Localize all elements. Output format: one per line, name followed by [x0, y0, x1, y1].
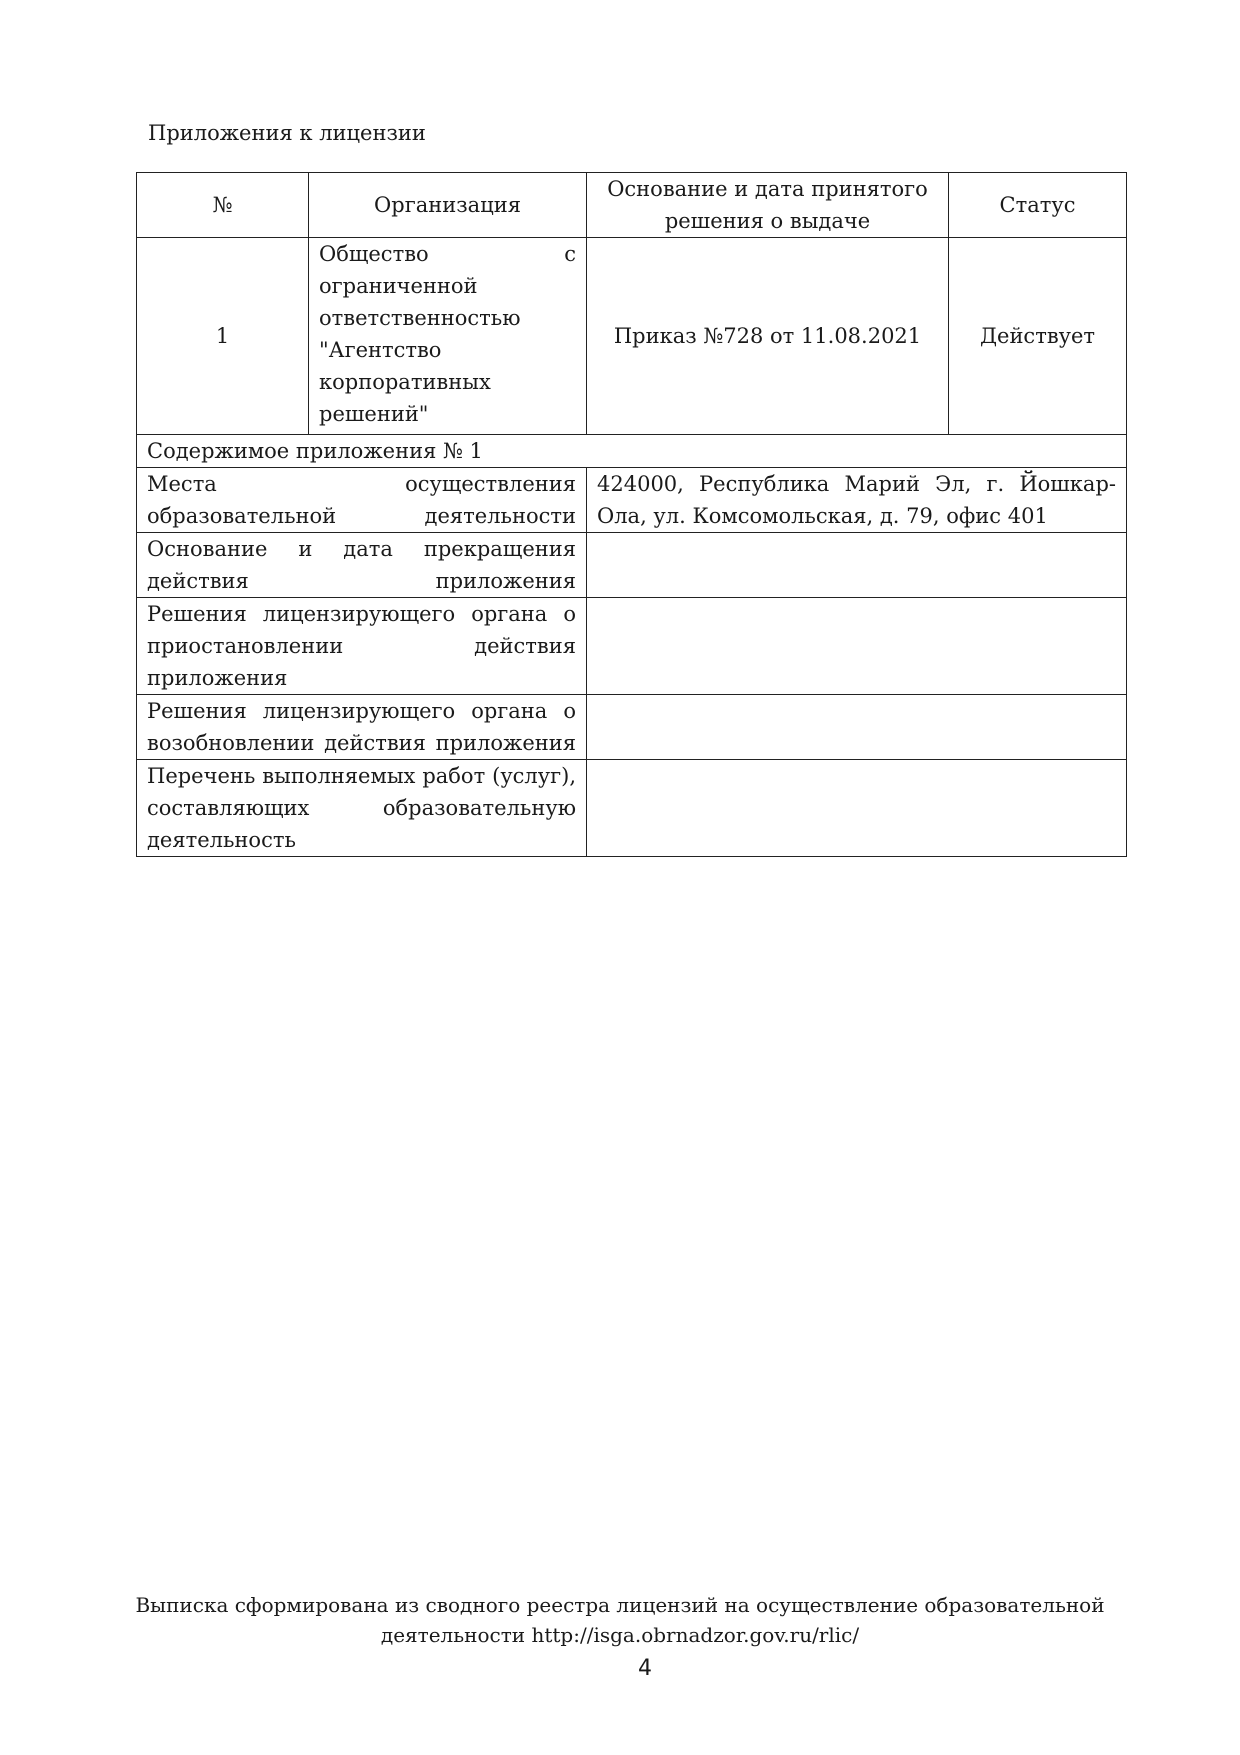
- organization-name-rest: ограниченной ответственностью "Агентство корпоративных решений": [319, 274, 521, 426]
- footer-line-1: Выписка сформирована из сводного реестра лицензий на осуществление образовательной: [135, 1593, 1105, 1617]
- header-number: №: [137, 173, 309, 238]
- footer-line-2: деятельности http://isga.obrnadzor.gov.ru/rlic/: [380, 1623, 860, 1647]
- row-status: Действует: [949, 238, 1127, 435]
- header-status: Статус: [949, 173, 1127, 238]
- header-basis: Основание и дата принятого решения о выдаче: [587, 173, 949, 238]
- detail-value: [587, 760, 1127, 857]
- detail-row: [137, 695, 1127, 760]
- table-row: [137, 238, 1127, 435]
- detail-label: Основание и дата прекращения действия приложения: [137, 533, 587, 598]
- detail-row: [137, 598, 1127, 695]
- row-number: 1: [137, 238, 309, 435]
- license-annex-table: [136, 172, 1127, 857]
- organization-first-tail: с: [564, 242, 576, 266]
- detail-label: Решения лицензирующего органа о приостановлении действия приложения: [137, 598, 587, 695]
- row-organization: [309, 238, 587, 435]
- detail-row: [137, 760, 1127, 857]
- annex-title-row: [137, 435, 1127, 468]
- detail-row: [137, 468, 1127, 533]
- section-heading: Приложения к лицензии: [148, 121, 426, 145]
- detail-label: Места осуществления образовательной деятельности: [137, 468, 587, 533]
- annex-title: Содержимое приложения № 1: [137, 435, 1127, 468]
- detail-label: Решения лицензирующего органа о возобновлении действия приложения: [137, 695, 587, 760]
- organization-first-word: Общество: [319, 242, 429, 266]
- detail-value: 424000, Республика Марий Эл, г. Йошкар-Ола, ул. Комсомольская, д. 79, офис 401: [587, 468, 1127, 533]
- table-header-row: [137, 173, 1127, 238]
- detail-row: [137, 533, 1127, 598]
- detail-label: Перечень выполняемых работ (услуг), составляющих образовательную деятельность: [137, 760, 587, 857]
- header-organization: Организация: [309, 173, 587, 238]
- detail-value: [587, 695, 1127, 760]
- detail-value: [587, 598, 1127, 695]
- row-basis: Приказ №728 от 11.08.2021: [587, 238, 949, 435]
- organization-first-line: [319, 238, 576, 270]
- footer-note: [0, 1590, 1240, 1650]
- detail-value: [587, 533, 1127, 598]
- page-number: 4: [638, 1656, 652, 1681]
